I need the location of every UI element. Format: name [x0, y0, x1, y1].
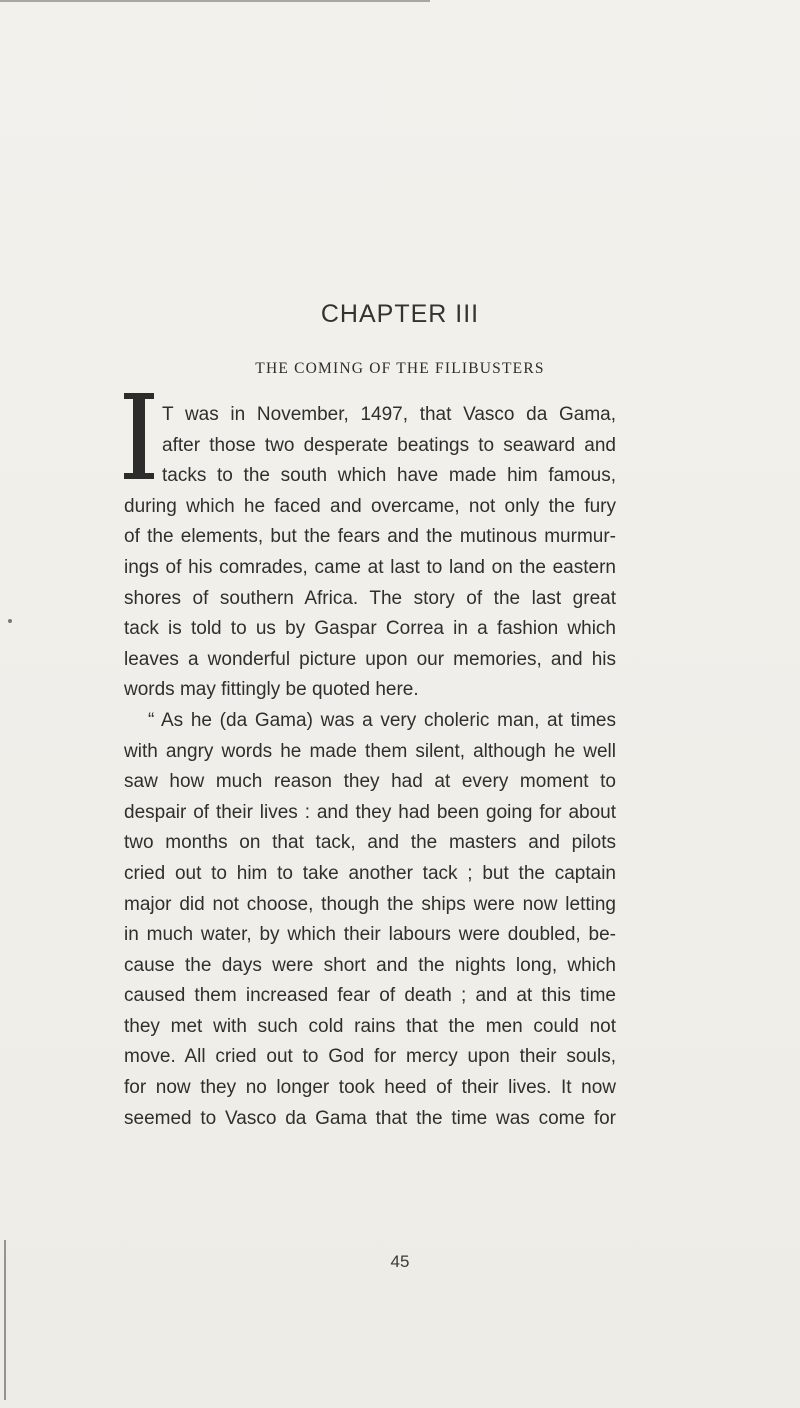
text-line: despair of their lives : and they had been going for about	[124, 801, 616, 823]
text-line: tack is told to us by Gaspar Correa in a fashion which	[124, 618, 616, 640]
text-line: major did not choose, though the ships were now letting	[124, 893, 616, 915]
chapter-subtitle: THE COMING OF THE FILIBUSTERS	[255, 360, 545, 377]
page-number: 45	[390, 1252, 410, 1271]
text-line: seemed to Vasco da Gama that the time was come for	[124, 1107, 616, 1129]
text-line: in much water, by which their labours were doubled, be-	[124, 924, 616, 946]
margin-mark	[8, 619, 12, 623]
text-line: for now they no longer took heed of their lives. It now	[124, 1077, 616, 1099]
text-line: cried out to him to take another tack ; but the captain	[124, 862, 616, 884]
text-line: ings of his comrades, came at last to land on the eastern	[124, 556, 616, 578]
text-line: two months on that tack, and the masters and pilots	[124, 832, 616, 854]
text-line: cause the days were short and the nights long, which	[124, 954, 616, 976]
text-line: shores of southern Africa. The story of the last great	[124, 587, 616, 609]
body-text	[124, 400, 616, 1134]
text-line: saw how much reason they had at every moment to	[124, 771, 616, 793]
text-line: leaves a wonderful picture upon our memories, and his	[124, 648, 616, 670]
text-line: of the elements, but the fears and the mutinous murmur-	[124, 526, 616, 548]
top-edge-rule	[0, 0, 430, 2]
text-line: words may fittingly be quoted here.	[124, 679, 419, 701]
text-line: during which he faced and overcame, not only the fury	[124, 495, 616, 517]
text-line: with angry words he made them silent, although he well	[124, 740, 616, 762]
text-line: after those two desperate beatings to seaward and	[162, 434, 616, 456]
text-line: they met with such cold rains that the men could not	[124, 1015, 616, 1037]
chapter-title: CHAPTER III	[320, 300, 480, 328]
text-line: caused them increased fear of death ; and at this time	[124, 985, 616, 1007]
drop-cap-text: I	[174, 393, 175, 394]
text-line: move. All cried out to God for mercy upon their souls,	[124, 1046, 616, 1068]
text-line: T was in November, 1497, that Vasco da Gama,	[162, 404, 616, 425]
text-line: tacks to the south which have made him famous,	[162, 465, 616, 487]
text-line: “ As he (da Gama) was a very choleric man, at times	[148, 709, 616, 731]
